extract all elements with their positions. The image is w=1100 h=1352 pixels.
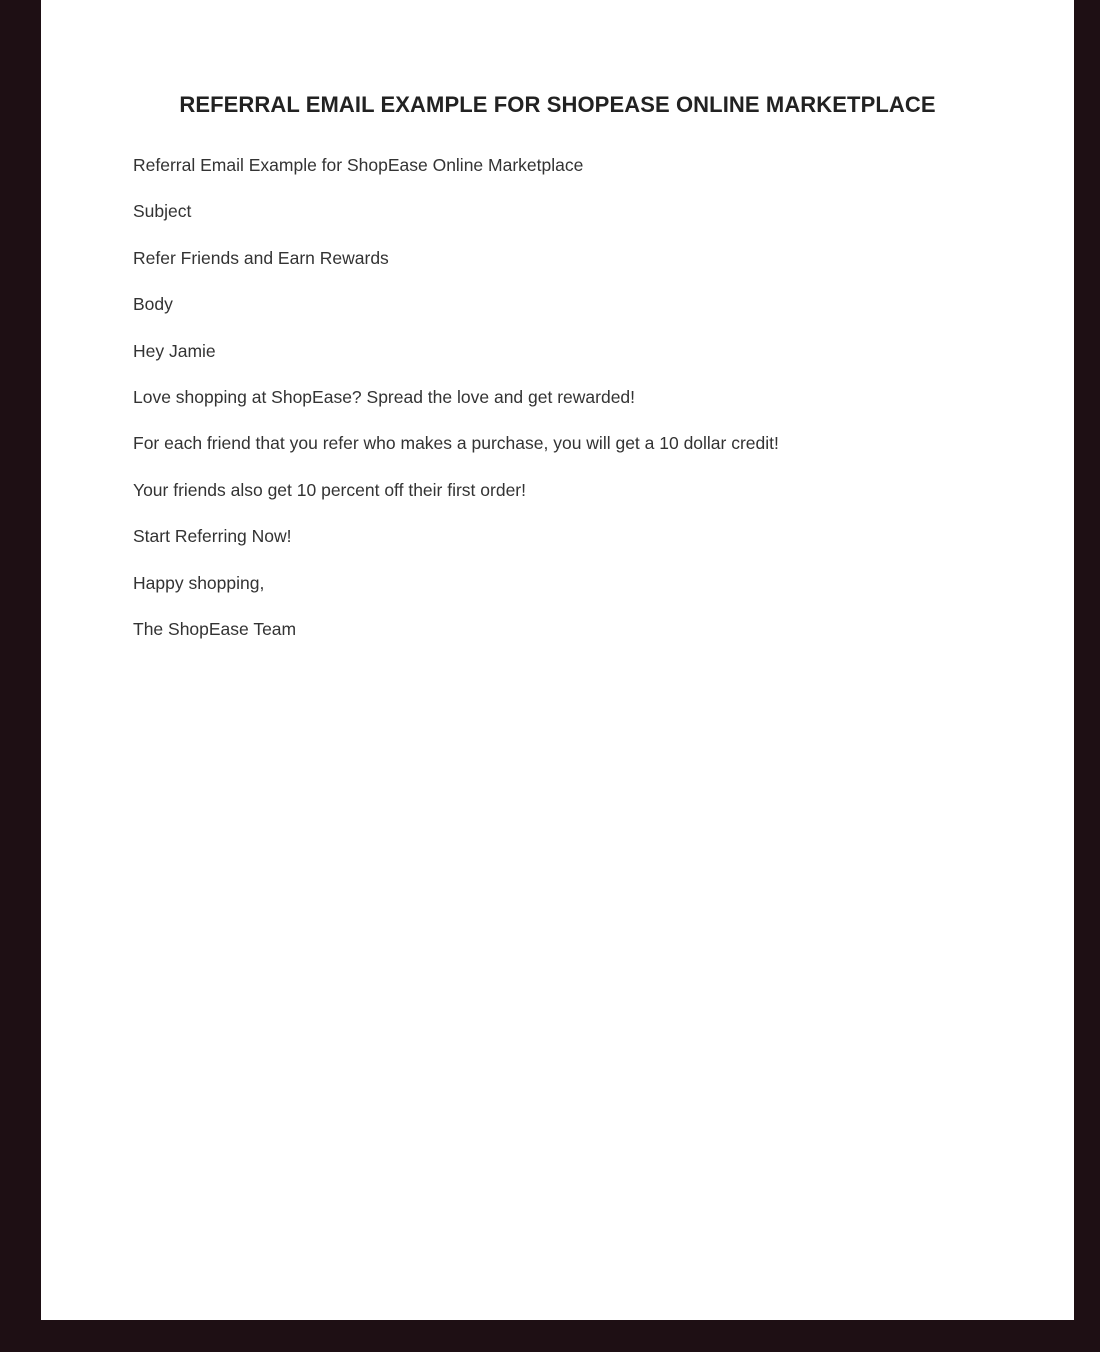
paragraph-signoff: Happy shopping, bbox=[133, 572, 265, 593]
paragraph-body-label: Body bbox=[133, 294, 173, 315]
paragraph-greeting: Hey Jamie bbox=[133, 340, 216, 361]
paragraph: For each friend that you refer who makes a purchase, you will get a 10 dollar credit! bbox=[133, 433, 779, 454]
document-body bbox=[133, 153, 779, 663]
paragraph: Love shopping at ShopEase? Spread the love and get rewarded! bbox=[133, 386, 636, 407]
paragraph-subject-label: Subject bbox=[133, 201, 192, 222]
document-page bbox=[41, 0, 1074, 1320]
paragraph-heading: Referral Email Example for ShopEase Online Marketplace bbox=[133, 155, 584, 175]
document-title: REFERRAL EMAIL EXAMPLE FOR SHOPEASE ONLINE MARKETPLACE bbox=[179, 92, 936, 117]
paragraph-signature: The ShopEase Team bbox=[133, 618, 297, 639]
paragraph-subject: Refer Friends and Earn Rewards bbox=[133, 247, 389, 268]
paragraph-cta: Start Referring Now! bbox=[133, 526, 292, 547]
paragraph: Your friends also get 10 percent off their first order! bbox=[133, 479, 526, 500]
